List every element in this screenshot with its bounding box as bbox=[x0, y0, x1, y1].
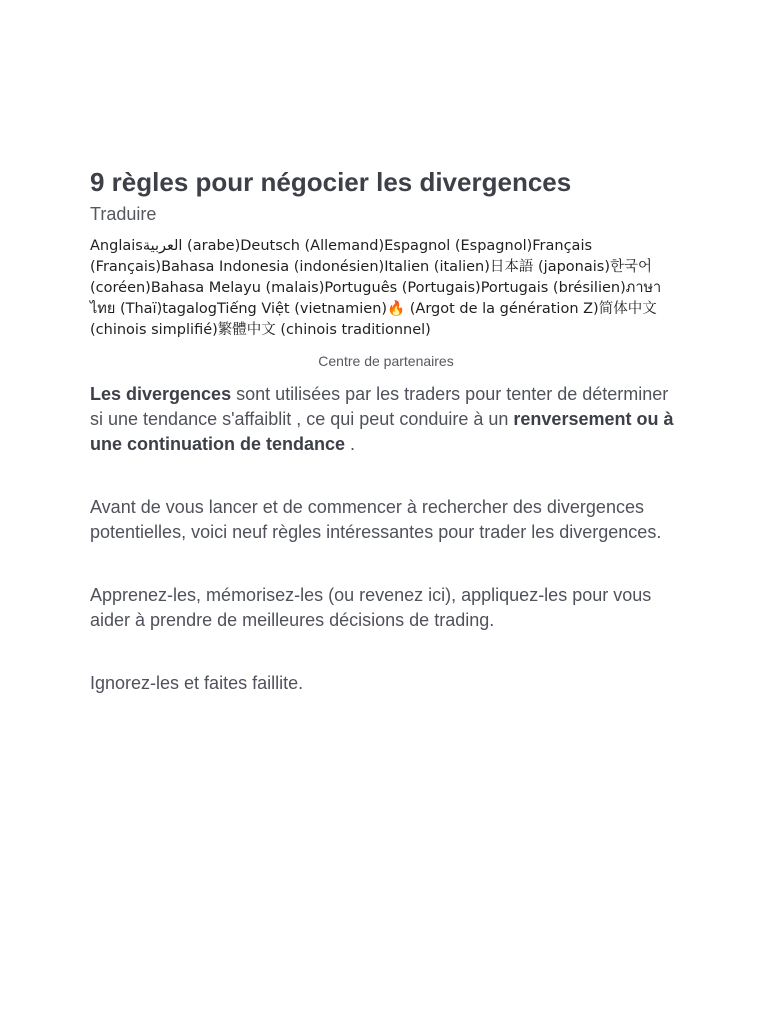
learn-paragraph: Apprenez-les, mémorisez-les (ou revenez ici), appliquez-les pour vous aider à prendre de meilleures décisions de trading. bbox=[90, 585, 652, 630]
intro-text-1: sont utilisées par les traders pour tenter de déterminer si une tendance s'affaiblit , ce qui peut conduire à un bbox=[90, 384, 669, 429]
language-list bbox=[90, 236, 682, 341]
language-link-spanish[interactable]: Espagnol (Espagnol) bbox=[384, 238, 533, 254]
partners-center-link[interactable]: Centre de partenaires bbox=[318, 353, 454, 369]
language-link-thai[interactable]: ภาษาไทย (Thaï) bbox=[90, 280, 662, 317]
rules-intro-paragraph: Avant de vous lancer et de commencer à rechercher des divergences potentielles, voici neuf règles intéressantes pour trader les divergences. bbox=[90, 497, 662, 542]
language-link-malay[interactable]: Bahasa Melayu (malais) bbox=[150, 280, 325, 296]
language-link-german[interactable]: Deutsch (Allemand) bbox=[240, 238, 385, 254]
intro-text-2: . bbox=[345, 434, 356, 454]
language-link-indonesian[interactable]: Bahasa Indonesia (indonésien) bbox=[161, 259, 385, 275]
language-link-genz-slang[interactable]: 🔥 (Argot de la génération Z) bbox=[387, 301, 599, 317]
language-link-arabic[interactable]: العربية (arabe) bbox=[142, 238, 241, 254]
intro-bold-divergences: Les divergences bbox=[90, 384, 232, 404]
language-link-korean[interactable]: 한국어 (coréen) bbox=[90, 259, 653, 296]
ignore-paragraph: Ignorez-les et faites faillite. bbox=[90, 673, 304, 693]
language-link-japanese[interactable]: 日本語 (japonais) bbox=[489, 259, 610, 275]
translate-label: Traduire bbox=[90, 204, 157, 224]
language-link-vietnamese[interactable]: Tiếng Việt (vietnamien) bbox=[217, 301, 388, 317]
language-link-english[interactable]: Anglais bbox=[90, 238, 143, 254]
language-link-simplified-chinese[interactable]: 简体中文 (chinois simplifié) bbox=[90, 301, 657, 338]
language-link-italian[interactable]: Italien (italien) bbox=[384, 259, 490, 275]
language-link-portuguese[interactable]: Português (Portugais) bbox=[324, 280, 481, 296]
language-link-traditional-chinese[interactable]: 繁體中文 (chinois traditionnel) bbox=[217, 322, 431, 338]
intro-paragraph bbox=[90, 382, 682, 457]
language-link-french[interactable]: Français (Français) bbox=[90, 238, 593, 275]
article-title: 9 règles pour négocier les divergences bbox=[90, 167, 572, 197]
intro-bold-reversal: renversement ou à une continuation de tendance bbox=[90, 409, 674, 454]
article bbox=[90, 166, 682, 696]
language-link-tagalog[interactable]: tagalog bbox=[162, 301, 217, 317]
language-link-brazilian-portuguese[interactable]: Portugais (brésilien) bbox=[480, 280, 626, 296]
